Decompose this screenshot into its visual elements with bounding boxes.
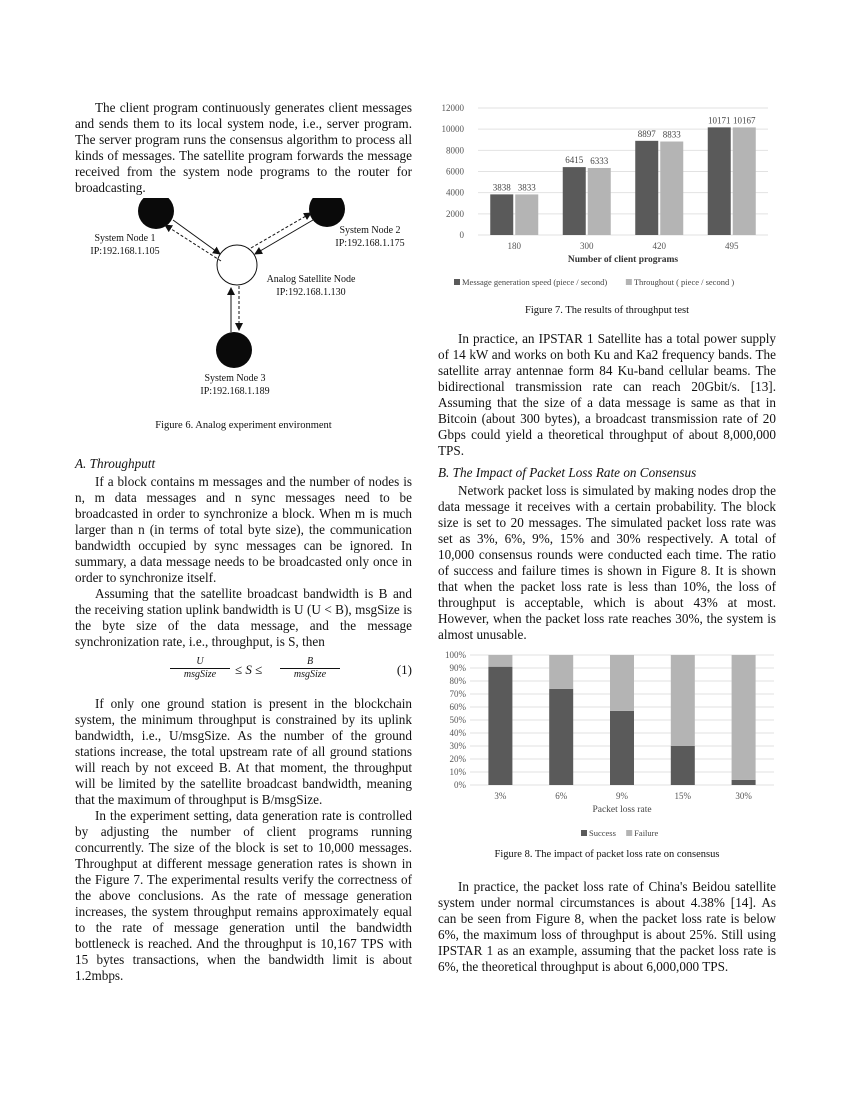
- equation-1: [75, 654, 412, 690]
- right-column: [438, 100, 776, 975]
- x-tick-label: 495: [725, 241, 739, 251]
- bar-throughput: [588, 168, 611, 235]
- x-tick-label: 30%: [735, 791, 752, 801]
- figure-8-chart: [438, 649, 776, 843]
- data-label: 8833: [662, 129, 681, 140]
- link-node1-to-satellite: [173, 220, 220, 254]
- x-tick-label: 300: [580, 241, 594, 251]
- throughput-bar-chart: [438, 100, 776, 295]
- equation-left-numerator: U: [170, 656, 230, 669]
- paragraph-a2: Assuming that the satellite broadcast bandwidth is B and the receiving station uplink bandwidth is U (U < B), msgSize is the byte size of the data message, and the message synchronization rate, i.e., throughput, is S, then: [75, 586, 412, 649]
- equation-right-denominator: msgSize: [293, 669, 327, 680]
- y-tick-label: 50%: [449, 715, 466, 725]
- node1-name: System Node 1: [94, 233, 156, 244]
- y-tick-label: 0: [459, 230, 464, 240]
- link-node2-to-satellite: [255, 220, 313, 254]
- bar-success: [610, 711, 634, 785]
- equation-right-numerator: B: [280, 656, 340, 669]
- legend-entry: Throughout ( piece / second ): [633, 277, 735, 287]
- y-tick-label: 30%: [449, 741, 466, 751]
- node2-ip: IP:192.168.1.175: [335, 238, 405, 249]
- packet-loss-stacked-chart: [438, 649, 776, 839]
- equation-left-fraction: [170, 656, 230, 681]
- system-node-2: [309, 198, 345, 227]
- paragraph-b2: In practice, the packet loss rate of China's Beidou satellite system under normal circumstances is about 4.38% [14]. As can be seen from Figure 8, when the packet loss rate is below 6%, the maximum loss of throughput is about 25%. Still using IPSTAR 1 as an example, assuming that the packet loss rate is 6%, the theoretical throughput is about 6,000,000 TPS.: [438, 879, 776, 974]
- system-node-3: [216, 332, 252, 368]
- data-label: 10171: [708, 115, 731, 126]
- legend-swatch: [454, 279, 460, 285]
- y-tick-label: 80%: [449, 676, 466, 686]
- bar-failure: [671, 655, 695, 746]
- bar-generation-speed: [708, 127, 731, 235]
- link-satellite-to-node2: [251, 213, 311, 248]
- legend-swatch: [626, 830, 632, 836]
- section-a-title: A. Throughputt: [75, 456, 156, 471]
- y-tick-label: 6000: [446, 166, 464, 177]
- data-label: 10167: [733, 115, 756, 126]
- bar-failure: [610, 655, 634, 711]
- y-tick-label: 40%: [449, 728, 466, 738]
- legend-entry: Failure: [634, 828, 659, 838]
- y-tick-label: 4000: [446, 187, 464, 198]
- bar-throughput: [733, 127, 756, 235]
- node3-name: System Node 3: [204, 373, 266, 384]
- y-tick-label: 100%: [445, 650, 466, 660]
- x-axis-label: Packet loss rate: [592, 805, 652, 815]
- paragraph-a1: If a block contains m messages and the number of nodes is n, m data messages and n sync messages need to be broadcasted in order to synchronize a block. When m is much larger than n (in terms of total byte size), the communication bandwidth occupied by sync messages can be ignored. In summary, a data message needs to be broadcasted only once in order to synchronize itself.: [75, 474, 412, 585]
- figure-6-caption: Figure 6. Analog experiment environment: [155, 420, 332, 431]
- satellite-label: [251, 273, 371, 299]
- figure-6-diagram: [75, 198, 412, 428]
- equation-middle: ≤ S ≤: [235, 662, 263, 677]
- x-tick-label: 6%: [555, 791, 568, 801]
- y-tick-label: 20%: [449, 754, 466, 764]
- y-tick-label: 0%: [454, 780, 466, 790]
- paragraph-b1: Network packet loss is simulated by making nodes drop the data message it receives with a certain probability. The block size is set to 20 messages. The simulated packet loss rate was set as 3%, 6%, 9%, 15% and 30% respectively. A total of 10,000 consensus rounds were conducted each time. The ratio of success and failure times is shown in Figure 8. It is shown that when the packet loss rate is less than 10%, the loss of throughput is acceptable, which is about 43% at most. However, when the packet loss rate reaches 30%, the system is almost unusable.: [438, 483, 776, 642]
- bar-success: [671, 746, 695, 785]
- legend-swatch: [581, 830, 587, 836]
- bar-success: [732, 780, 756, 785]
- y-tick-label: 60%: [449, 702, 466, 712]
- left-column: [75, 100, 412, 984]
- bar-failure: [488, 655, 512, 667]
- figure-7-chart: [438, 100, 776, 299]
- bar-throughput: [515, 194, 538, 235]
- equation-number: (1): [396, 662, 412, 677]
- node3-ip: IP:192.168.1.189: [200, 386, 270, 397]
- equation-left-denominator: msgSize: [183, 669, 217, 680]
- section-b-title: B. The Impact of Packet Loss Rate on Consensus: [438, 465, 697, 480]
- x-axis-label: Number of client programs: [567, 255, 679, 265]
- figure-7-caption: Figure 7. The results of throughput test: [525, 305, 689, 316]
- node1-label: [75, 232, 175, 258]
- data-label: 3838: [492, 182, 511, 193]
- paragraph-a3: If only one ground station is present in the blockchain system, the minimum throughput is constrained by its uplink bandwidth, i.e., U/msgSize. As the number of the ground stations increase, the total upstream rate of all ground stations will reach by not exceed B. At that moment, the throughput will be limited by the satellite broadcast bandwidth, meaning that the maximum of throughput is B/msgSize.: [75, 696, 412, 807]
- bar-success: [488, 667, 512, 785]
- data-label: 3833: [517, 182, 536, 193]
- node3-label: [190, 372, 280, 398]
- bar-success: [549, 689, 573, 785]
- bar-generation-speed: [563, 167, 586, 235]
- x-tick-label: 3%: [494, 791, 507, 801]
- x-tick-label: 180: [507, 241, 521, 251]
- system-node-1: [138, 198, 174, 229]
- node2-name: System Node 2: [339, 225, 401, 236]
- x-tick-label: 420: [652, 241, 666, 251]
- y-tick-label: 90%: [449, 663, 466, 673]
- bar-throughput: [660, 142, 683, 235]
- equation-right-fraction: [280, 656, 340, 681]
- bar-failure: [732, 655, 756, 780]
- bar-generation-speed: [635, 141, 658, 235]
- y-tick-label: 12000: [441, 103, 464, 113]
- legend-entry: Message generation speed (piece / second): [462, 277, 608, 287]
- satellite-ip: IP:192.168.1.130: [276, 287, 346, 298]
- y-tick-label: 2000: [446, 208, 464, 219]
- node1-ip: IP:192.168.1.105: [90, 246, 160, 257]
- x-tick-label: 15%: [674, 791, 692, 801]
- y-tick-label: 10%: [449, 767, 466, 777]
- data-label: 6333: [590, 155, 609, 166]
- bar-failure: [549, 655, 573, 689]
- y-tick-label: 70%: [449, 689, 466, 699]
- node2-label: [330, 224, 410, 250]
- legend-swatch: [626, 279, 632, 285]
- paragraph-r1: In practice, an IPSTAR 1 Satellite has a total power supply of 14 kW and works on both Ku and Ka2 frequency bands. The satellite array antennae form 84 Ku-band cellular beams. The bidirectional transmission rate can reach 20Gbit/s. [13]. Assuming that the size of a data message is same as that in Bitcoin (about 300 bytes), a broadcast transmission rate of 20 Gbps could yield a theoretical throughput of about 8,000,000 TPS.: [438, 331, 776, 458]
- legend-entry: Success: [589, 828, 616, 838]
- figure-8-caption: Figure 8. The impact of packet loss rate on consensus: [494, 849, 720, 860]
- y-tick-label: 8000: [446, 145, 464, 156]
- data-label: 6415: [565, 155, 584, 166]
- data-label: 8897: [637, 128, 656, 139]
- x-tick-label: 9%: [616, 791, 628, 801]
- y-tick-label: 10000: [441, 124, 464, 135]
- intro-paragraph: The client program continuously generates client messages and sends them to its local system node, i.e., server program. The server program runs the consensus algorithm to process all kinds of messages. The satellite program forwards the message received from the system node programs to the router for broadcasting.: [75, 100, 412, 195]
- satellite-name: Analog Satellite Node: [266, 274, 356, 285]
- bar-generation-speed: [490, 194, 513, 235]
- paragraph-a4: In the experiment setting, data generation rate is controlled by adjusting the number of client programs running concurrently. The size of the block is set to 10,000 messages. Throughput at different message generation rates is shown in the Figure 7. The experimental results verify the correctness of the above conclusions. As the rate of message generation increases, the system throughput remains approximately equal to the rate of message generation until the bandwidth bottleneck is reached. And the throughput is 10,167 TPS with 15 bytes transactions, when the bandwidth limit is about 1.2mbps.: [75, 808, 412, 983]
